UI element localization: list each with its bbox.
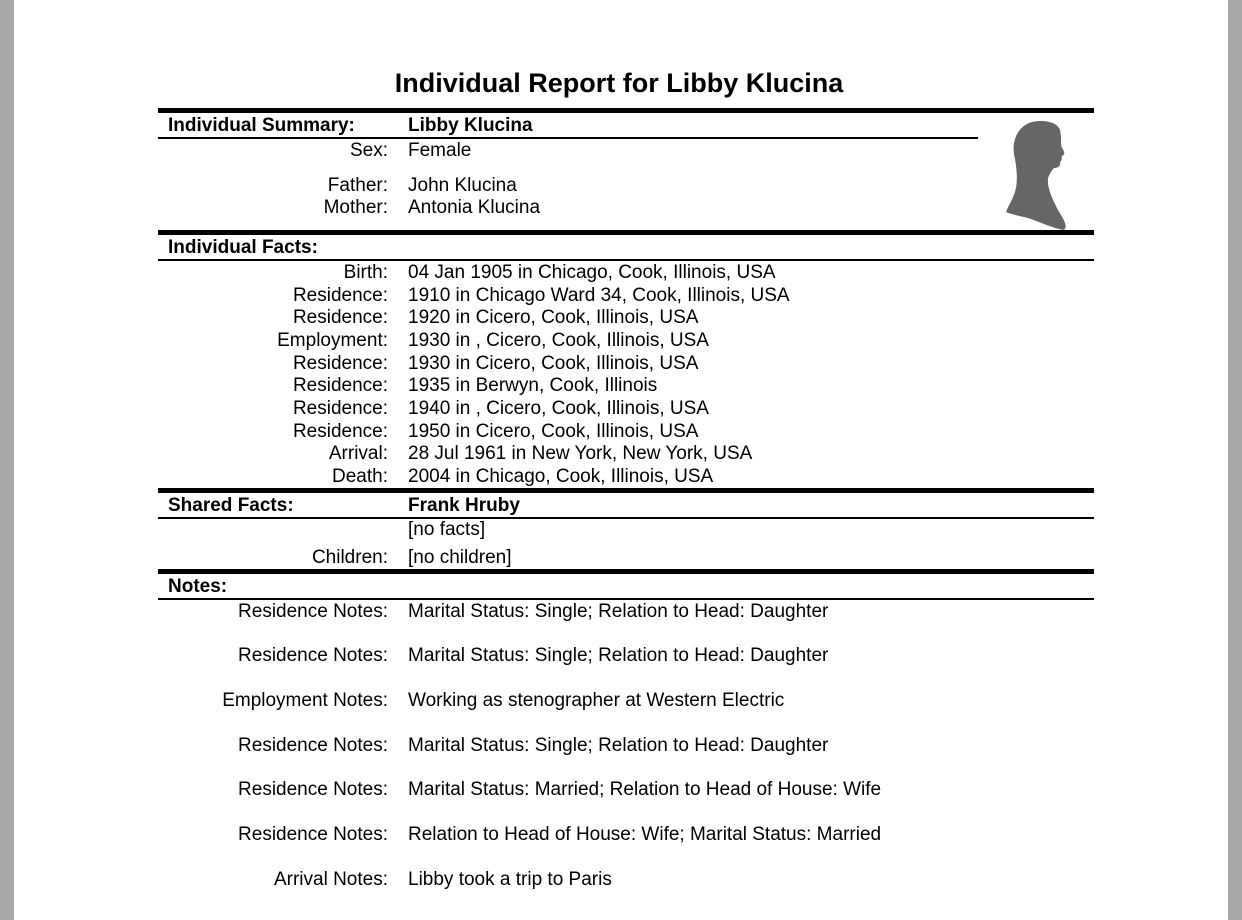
note-value: Marital Status: Married; Relation to Head of House: Wife [408,779,882,800]
notes-underline [158,598,1094,600]
children-label: Children: [311,547,388,568]
fact-label: Residence: [292,285,388,306]
note-label: Residence Notes: [238,824,388,845]
note-value: Marital Status: Single; Relation to Head: Daughter [408,645,829,666]
note-label: Arrival Notes: [273,869,388,890]
individual-name: Libby Klucina [408,115,533,136]
note-label: Residence Notes: [238,601,388,622]
fact-value: 28 Jul 1961 in New York, New York, USA [408,443,753,464]
section-rule [158,108,1094,113]
fact-label: Birth: [343,262,388,283]
fact-label: Death: [332,466,388,487]
no-facts: [no facts] [408,519,486,540]
summary-heading: Individual Summary: [168,115,355,136]
fact-label: Residence: [292,421,388,442]
report-page [14,0,1228,920]
notes-heading: Notes: [168,576,228,597]
fact-value: 04 Jan 1905 in Chicago, Cook, Illinois, USA [408,262,776,283]
note-value: Marital Status: Single; Relation to Head: Daughter [408,735,829,756]
sex-value: Female [408,140,472,161]
fact-label: Residence: [292,307,388,328]
spouse-name: Frank Hruby [408,495,520,516]
fact-label: Residence: [292,398,388,419]
fact-label: Employment: [277,330,388,351]
fact-value: 1940 in , Cicero, Cook, Illinois, USA [408,398,709,419]
section-rule [158,230,1094,235]
female-silhouette-icon [1002,118,1074,232]
facts-underline [158,259,1094,261]
fact-value: 1920 in Cicero, Cook, Illinois, USA [408,307,699,328]
children-value: [no children] [408,547,512,568]
note-value: Libby took a trip to Paris [408,869,612,890]
section-rule [158,569,1094,574]
report-title: Individual Report for Libby Klucina [394,68,844,98]
mother-value: Antonia Klucina [408,197,541,218]
father-value: John Klucina [408,175,517,196]
section-rule [158,488,1094,493]
fact-label: Residence: [292,353,388,374]
facts-heading: Individual Facts: [168,237,318,258]
fact-value: 1910 in Chicago Ward 34, Cook, Illinois, USA [408,285,790,306]
shared-underline [158,517,1094,519]
fact-label: Residence: [292,375,388,396]
fact-label: Arrival: [328,443,388,464]
fact-value: 1935 in Berwyn, Cook, Illinois [408,375,658,396]
note-value: Working as stenographer at Western Electric [408,690,785,711]
note-label: Residence Notes: [238,779,388,800]
fact-value: 1930 in , Cicero, Cook, Illinois, USA [408,330,709,351]
summary-underline [158,137,978,139]
note-label: Residence Notes: [238,735,388,756]
father-label: Father: [327,175,388,196]
note-label: Employment Notes: [222,690,388,711]
sex-label: Sex: [349,140,388,161]
note-value: Relation to Head of House: Wife; Marital Status: Married [408,824,882,845]
fact-value: 1930 in Cicero, Cook, Illinois, USA [408,353,699,374]
shared-heading: Shared Facts: [168,495,294,516]
mother-label: Mother: [323,197,388,218]
fact-value: 1950 in Cicero, Cook, Illinois, USA [408,421,699,442]
fact-value: 2004 in Chicago, Cook, Illinois, USA [408,466,714,487]
note-value: Marital Status: Single; Relation to Head: Daughter [408,601,829,622]
note-label: Residence Notes: [238,645,388,666]
